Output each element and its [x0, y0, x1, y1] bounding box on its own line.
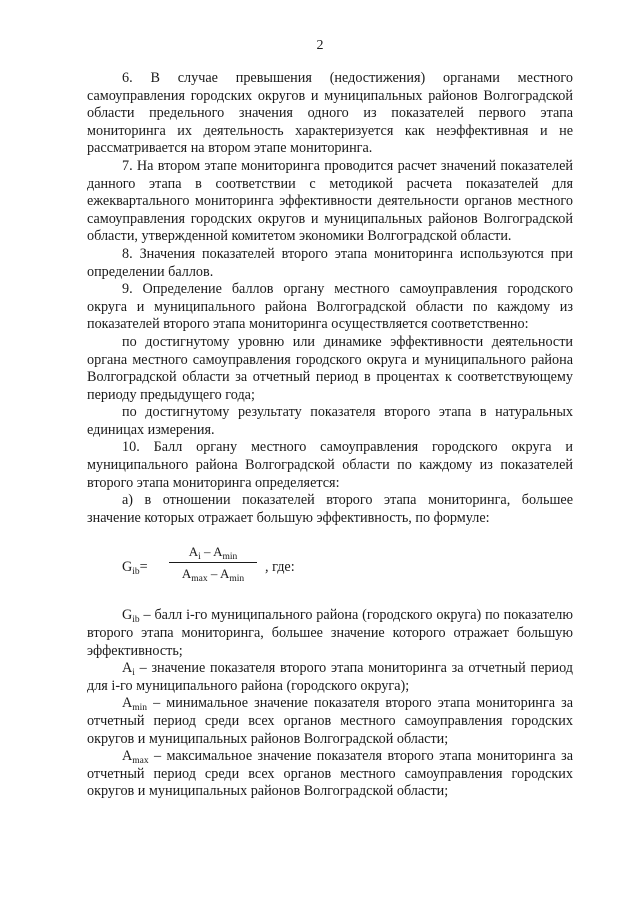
definition-amin: $A_{min}$ – минимальное значение показателя второго этапа мониторинга за отчетный период среди всех органов местного самоуправления городских округов и муниципальных районов Волгоградской области;	[87, 695, 573, 747]
document-body	[87, 70, 573, 801]
definition-amax: $A_{max}$ – максимальное значение показателя второго этапа мониторинга за отчетный период среди всех органов местного самоуправления городских округов и муниципальных районов Волгоградской области;	[87, 748, 573, 800]
paragraph-9: 9. Определение баллов органу местного самоуправления городского округа и муниципального района Волгоградской области по каждому из показателей второго этапа мониторинга осуществляется соответственно:	[87, 281, 573, 333]
paragraph-9-item-result: по достигнутому результату показателя второго этапа в натуральных единицах измерения.	[87, 404, 573, 438]
formula-tail: , где:	[265, 559, 295, 576]
paragraph-10-item-a: а) в отношении показателей второго этапа мониторинга, большее значение которых отражает большую эффективность, по формуле:	[87, 492, 573, 526]
page-number: 2	[316, 38, 324, 53]
fraction-bar	[169, 562, 257, 563]
paragraph-8: 8. Значения показателей второго этапа мониторинга используются при определении баллов.	[87, 245, 573, 280]
formula-denominator: $A_{max} - A_{min}$	[181, 566, 245, 585]
formula-fraction	[165, 543, 261, 585]
paragraph-10: 10. Балл органу местного самоуправления городского округа и муниципального района Волгоградской области по каждому из показателей второго этапа мониторинга определяется:	[87, 439, 573, 491]
score-formula	[87, 541, 573, 597]
formula-lhs: $G_{ib}=$	[122, 559, 148, 578]
formula-numerator: $A_i - A_{min}$	[188, 544, 238, 563]
definition-gib: $G_{ib}$ – балл i-го муниципального района (городского округа) по показателю второго этапа мониторинга, большее значение которого отражает большую эффективность;	[87, 607, 573, 659]
paragraph-7: 7. На втором этапе мониторинга проводится расчет значений показателей данного этапа в соответствии с методикой расчета показателей для ежеквартального мониторинга эффективности деятельности органов местного самоуправления городских округов и муниципальных районов Волгоградской области, утвержденной комитетом экономики Волгоградской области.	[87, 157, 573, 245]
paragraph-6: 6. В случае превышения (недостижения) органами местного самоуправления городских округов и муниципальных районов Волгоградской области предельного значения одного из показателей первого этапа мониторинга их деятельность характеризуется как неэффективная и не рассматривается на втором этапе мониторинга.	[87, 70, 573, 157]
definition-ai: $A_i$ – значение показателя второго этапа мониторинга за отчетный период для i-го муниципального района (городского округа);	[87, 660, 573, 694]
paragraph-9-item-level: по достигнутому уровню или динамике эффективности деятельности органа местного самоуправления городского округа и муниципального района Волгоградской области за отчетный период в процентах к соответствующему периоду предыдущего года;	[87, 333, 573, 403]
